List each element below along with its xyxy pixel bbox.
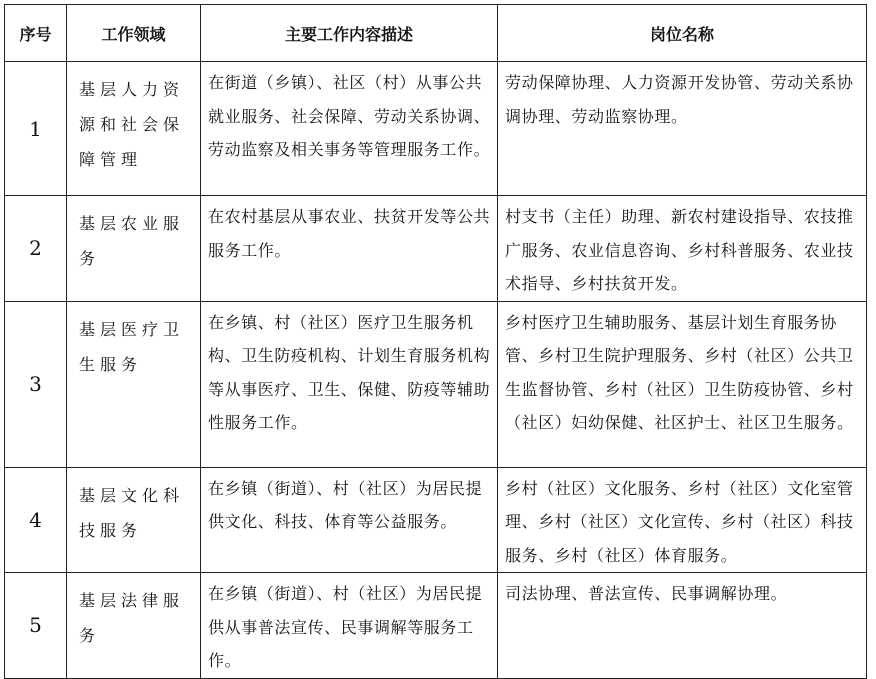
- row-index: 2: [5, 196, 67, 302]
- row-position: 司法协理、普法宣传、民事调解协理。: [498, 573, 867, 679]
- row-index: 4: [5, 467, 67, 573]
- row-position: 村支书（主任）助理、新农村建设指导、农技推广服务、农业信息咨询、乡村科普服务、农业技术指导、乡村扶贫开发。: [498, 196, 867, 302]
- job-positions-table: [4, 4, 867, 679]
- row-position: 乡村（社区）文化服务、乡村（社区）文化室管理、乡村（社区）文化宣传、乡村（社区）科技服务、乡村（社区）体育服务。: [498, 467, 867, 573]
- header-area: 工作领域: [67, 5, 201, 62]
- row-description: 在街道（乡镇）、社区（村）从事公共就业服务、社会保障、劳动关系协调、劳动监察及相关事务等管理服务工作。: [201, 62, 498, 196]
- header-row: [5, 5, 867, 62]
- row-description: 在乡镇（街道）、村（社区）为居民提供从事普法宣传、民事调解等服务工作。: [201, 573, 498, 679]
- row-area: 基层人力资源和社会保障管理: [67, 62, 201, 196]
- row-position: 乡村医疗卫生辅助服务、基层计划生育服务协管、乡村卫生院护理服务、乡村（社区）公共卫生监督协管、乡村（社区）卫生防疫协管、乡村（社区）妇幼保健、社区护士、社区卫生服务。: [498, 301, 867, 467]
- row-area: 基层农业服务: [67, 196, 201, 302]
- row-description: 在乡镇（街道）、村（社区）为居民提供文化、科技、体育等公益服务。: [201, 467, 498, 573]
- table-header: [5, 5, 867, 62]
- table-body: [5, 62, 867, 679]
- row-area: 基层医疗卫生服务: [67, 301, 201, 467]
- header-description: 主要工作内容描述: [201, 5, 498, 62]
- table-row: [5, 301, 867, 467]
- header-position: 岗位名称: [498, 5, 867, 62]
- row-position: 劳动保障协理、人力资源开发协管、劳动关系协调协理、劳动监察协理。: [498, 62, 867, 196]
- table-row: [5, 467, 867, 573]
- table-row: [5, 62, 867, 196]
- row-index: 1: [5, 62, 67, 196]
- header-index: 序号: [5, 5, 67, 62]
- row-index: 3: [5, 301, 67, 467]
- table-row: [5, 196, 867, 302]
- row-description: 在农村基层从事农业、扶贫开发等公共服务工作。: [201, 196, 498, 302]
- row-description: 在乡镇、村（社区）医疗卫生服务机构、卫生防疫机构、计划生育服务机构等从事医疗、卫生、保健、防疫等辅助性服务工作。: [201, 301, 498, 467]
- table-row: [5, 573, 867, 679]
- row-area: 基层文化科技服务: [67, 467, 201, 573]
- row-index: 5: [5, 573, 67, 679]
- row-area: 基层法律服务: [67, 573, 201, 679]
